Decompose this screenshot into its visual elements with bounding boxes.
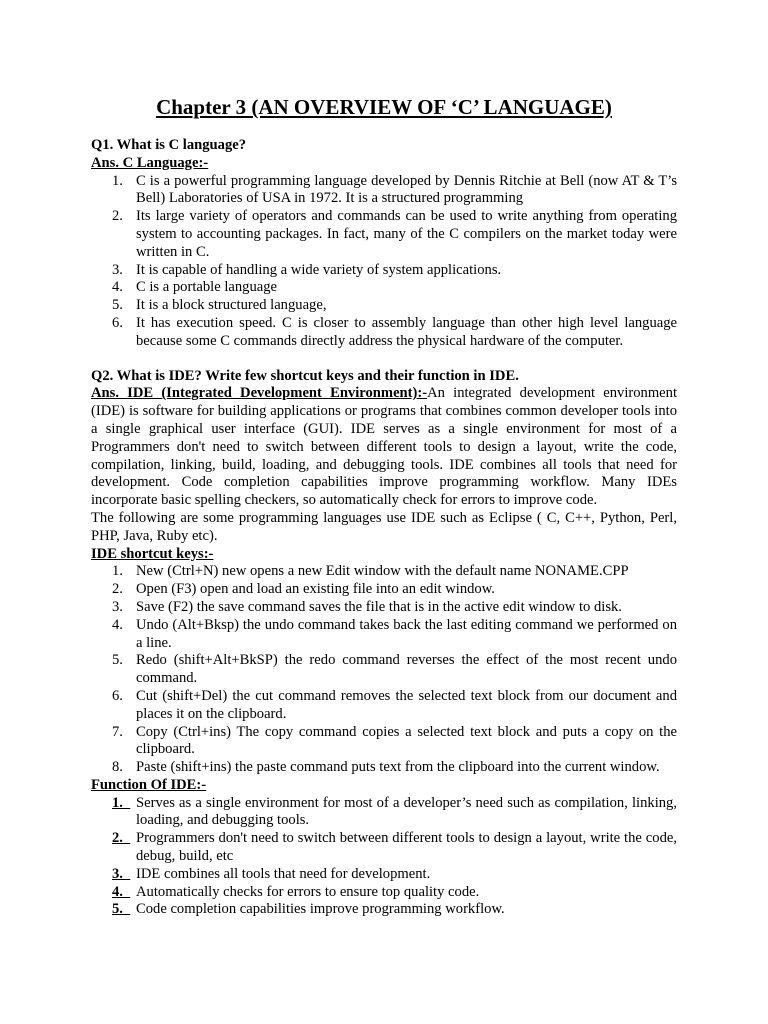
- section-spacer: [91, 351, 677, 368]
- shortcuts-heading: IDE shortcut keys:-: [91, 545, 214, 562]
- functions-list: [91, 795, 677, 920]
- list-item: 1. New (Ctrl+N) new opens a new Edit window with the default name NONAME.CPP: [112, 563, 629, 580]
- q2-answer-text: An integrated development environment (IDE) is software for building applications or programs that combines common developer tools into a single graphical user interface (GUI). IDE serves as a single environment for most of a Programmers don't need to switch between different tools to design a layout, write the code, compilation, linking, build, loading, and debugging tools. IDE combines all tools that need for development. Code completion capabilities improve programming workflow. Many IDEs incorporate basic spelling checkers, so automatically check for errors to improve code.: [91, 385, 678, 509]
- q2-languages-text: The following are some programming languages use IDE such as Eclipse ( C, C++, Python, Perl, PHP, Java, Ruby etc).: [91, 509, 677, 544]
- list-item: 7. Copy (Ctrl+ins) The copy command copies a selected text block and puts a copy on the clipboard.: [112, 723, 677, 758]
- list-item: 5. Redo (shift+Alt+BkSP) the redo command reverses the effect of the most recent undo command.: [112, 652, 677, 687]
- q1-answer-heading: Ans. C Language:-: [91, 154, 209, 171]
- q1-list: [91, 173, 677, 351]
- q1-question: Q1. What is C language?: [91, 137, 247, 153]
- list-item: 3. Save (F2) the save command saves the file that is in the active edit window to disk.: [112, 598, 622, 615]
- list-item: 5. Code completion capabilities improve programming workflow.: [112, 901, 505, 918]
- list-item: 3. IDE combines all tools that need for development.: [112, 865, 431, 882]
- list-item: 1. C is a powerful programming language developed by Dennis Ritchie at Bell (now AT & T’s Bell) Laboratories of USA in 1972. It is a structured programming: [112, 172, 677, 207]
- list-item: 3. It is capable of handling a wide variety of system applications.: [112, 261, 502, 278]
- list-item: 2. Programmers don't need to switch between different tools to design a layout, write the code, debug, build, etc: [112, 830, 677, 865]
- functions-heading: Function Of IDE:-: [91, 776, 207, 793]
- list-item: 5. It is a block structured language,: [112, 297, 327, 314]
- chapter-title: Chapter 3 (AN OVERVIEW OF ‘C’ LANGUAGE): [156, 95, 612, 119]
- list-item: 2. Open (F3) open and load an existing file into an edit window.: [112, 581, 495, 598]
- list-item: 2. Its large variety of operators and commands can be used to write anything from operating system to accounting packages. In fact, many of the C compilers on the market today were written in C.: [112, 208, 677, 260]
- document-page: [91, 94, 677, 919]
- list-item: 6. Cut (shift+Del) the cut command removes the selected text block from our document and places it on the clipboard.: [112, 687, 677, 722]
- list-item: 4. Undo (Alt+Bksp) the undo command takes back the last editing command we performed on a line.: [112, 616, 677, 651]
- list-item: 6. It has execution speed. C is closer to assembly language than other high level language because some C commands directly address the physical hardware of the computer.: [112, 314, 677, 349]
- list-item: 4. Automatically checks for errors to ensure top quality code.: [112, 883, 480, 900]
- list-item: 8. Paste (shift+ins) the paste command puts text from the clipboard into the current window.: [112, 759, 660, 776]
- shortcuts-list: [91, 563, 677, 777]
- list-item: 4. C is a portable language: [112, 279, 278, 296]
- q2-question: Q2. What is IDE? Write few shortcut keys and their function in IDE.: [91, 367, 519, 384]
- list-item: 1. Serves as a single environment for most of a developer’s need such as compilation, linking, loading, and debugging tools.: [112, 794, 677, 829]
- q2-answer-heading: Ans. IDE (Integrated Development Environment):-: [91, 385, 428, 402]
- q2-answer: [91, 385, 677, 510]
